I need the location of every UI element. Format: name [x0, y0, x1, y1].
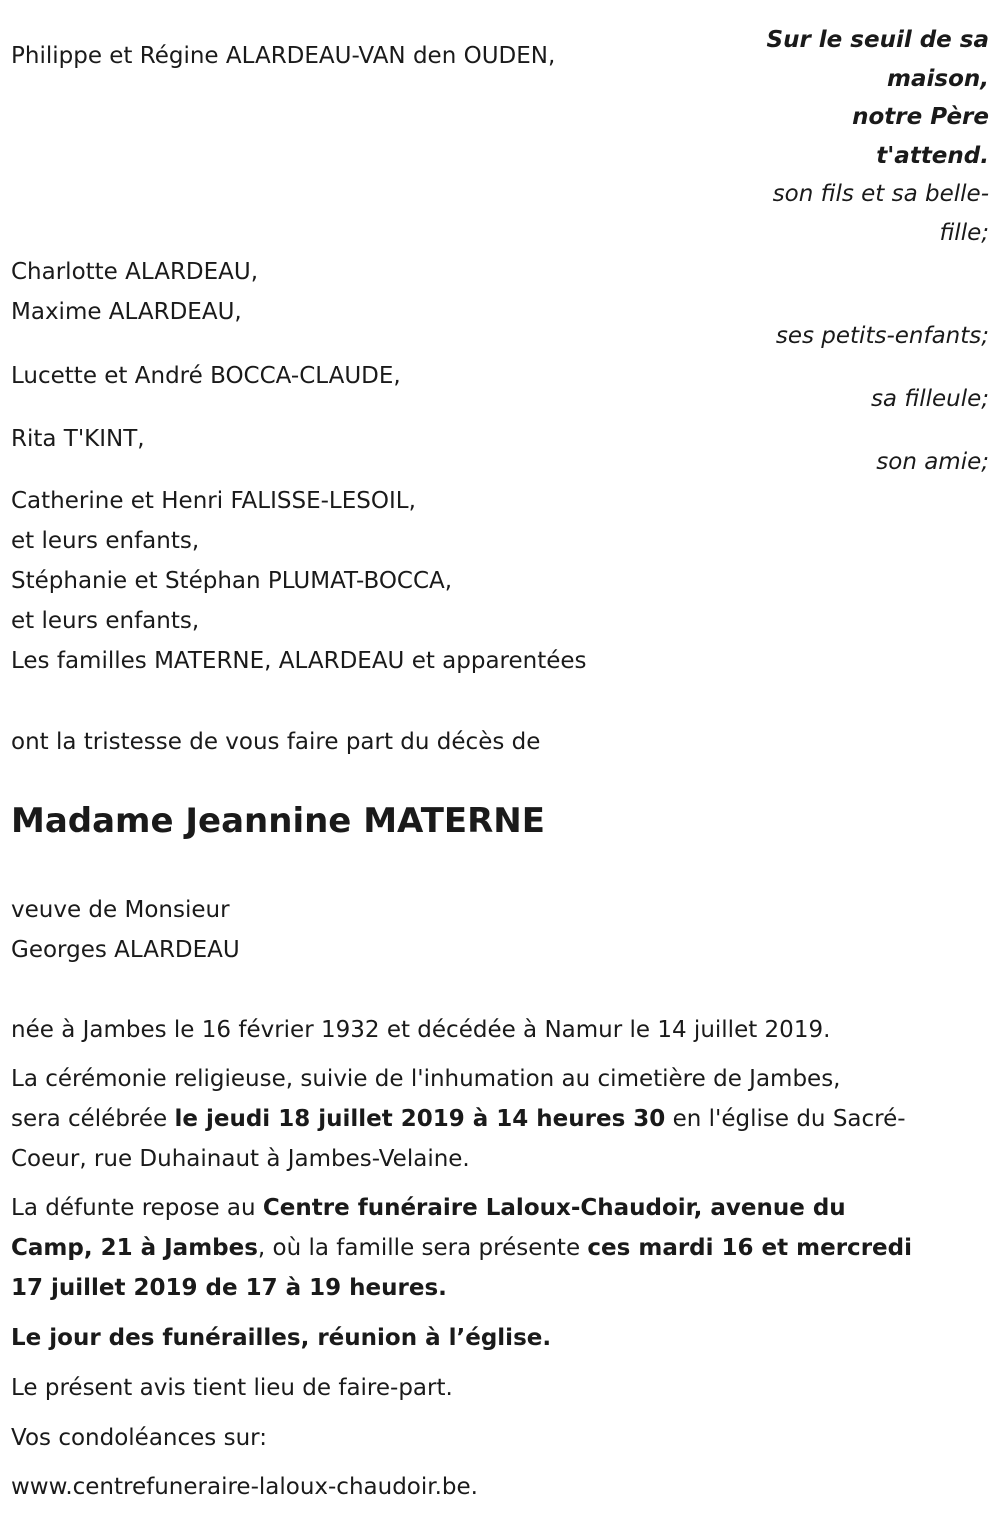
repose-line-3 [11, 1268, 447, 1308]
quote-line-3: notre Père [852, 104, 989, 130]
relation-goddaughter: sa filleule; [870, 386, 989, 412]
relation-son-line-2: fille; [939, 220, 989, 246]
family-other-4: et leurs enfants, [11, 608, 200, 634]
birth-death: née à Jambes le 16 février 1932 et décédée à Namur le 14 juillet 2019. [11, 1017, 831, 1043]
quote-line-1: Sur le seuil de sa [766, 27, 989, 53]
family-other-3: Stéphanie et Stéphan PLUMAT-BOCCA, [11, 568, 453, 594]
announcement: ont la tristesse de vous faire part du décès de [11, 729, 541, 755]
family-other-5: Les familles MATERNE, ALARDEAU et apparentées [11, 648, 587, 674]
family-friend-name: Rita T'KINT, [11, 426, 145, 452]
ceremony-line-2-pre: sera célébrée [11, 1106, 175, 1132]
family-grandchild-1: Charlotte ALARDEAU, [11, 259, 259, 285]
condolences-label: Vos condoléances sur: [11, 1425, 267, 1451]
ceremony-line-1: La cérémonie religieuse, suivie de l'inhumation au cimetière de Jambes, [11, 1066, 841, 1092]
website-link[interactable]: www.centrefuneraire-laloux-chaudoir.be. [11, 1474, 478, 1500]
repose-line-2-mid: , où la famille sera présente [257, 1235, 588, 1261]
repose-location-2: Camp, 21 à Jambes [11, 1235, 258, 1261]
relation-grandchildren: ses petits-enfants; [775, 323, 989, 349]
family-other-1: Catherine et Henri FALISSE-LESOIL, [11, 488, 416, 514]
funeral-day-text: Le jour des funérailles, réunion à l’église. [11, 1325, 552, 1351]
ceremony-line-3: Coeur, rue Duhainaut à Jambes-Velaine. [11, 1146, 470, 1172]
repose-dates-1: ces mardi 16 et mercredi [587, 1235, 912, 1261]
repose-line-1 [11, 1188, 846, 1228]
deceased-name: Madame Jeannine MATERNE [11, 801, 545, 841]
repose-line-2 [11, 1228, 912, 1268]
funeral-day [11, 1318, 551, 1358]
ceremony-line-2 [11, 1099, 906, 1139]
ceremony-line-2-post: en l'église du Sacré- [665, 1106, 906, 1132]
notice: Le présent avis tient lieu de faire-part. [11, 1375, 453, 1401]
quote-line-2: maison, [887, 66, 989, 92]
family-other-2: et leurs enfants, [11, 528, 200, 554]
repose-line-1-pre: La défunte repose au [11, 1195, 263, 1221]
family-son-couple: Philippe et Régine ALARDEAU-VAN den OUDEN, [11, 43, 556, 69]
relation-friend: son amie; [876, 449, 989, 475]
family-goddaughter-couple: Lucette et André BOCCA-CLAUDE, [11, 363, 401, 389]
repose-location-1: Centre funéraire Laloux-Chaudoir, avenue du [262, 1195, 846, 1221]
widow-line-1: veuve de Monsieur [11, 897, 230, 923]
relation-son-line-1: son fils et sa belle- [772, 181, 989, 207]
repose-dates-2: 17 juillet 2019 de 17 à 19 heures. [11, 1275, 447, 1301]
widow-line-2: Georges ALARDEAU [11, 937, 240, 963]
quote-line-4: t'attend. [876, 143, 989, 169]
family-grandchild-2: Maxime ALARDEAU, [11, 299, 242, 325]
ceremony-datetime: le jeudi 18 juillet 2019 à 14 heures 30 [174, 1106, 666, 1132]
